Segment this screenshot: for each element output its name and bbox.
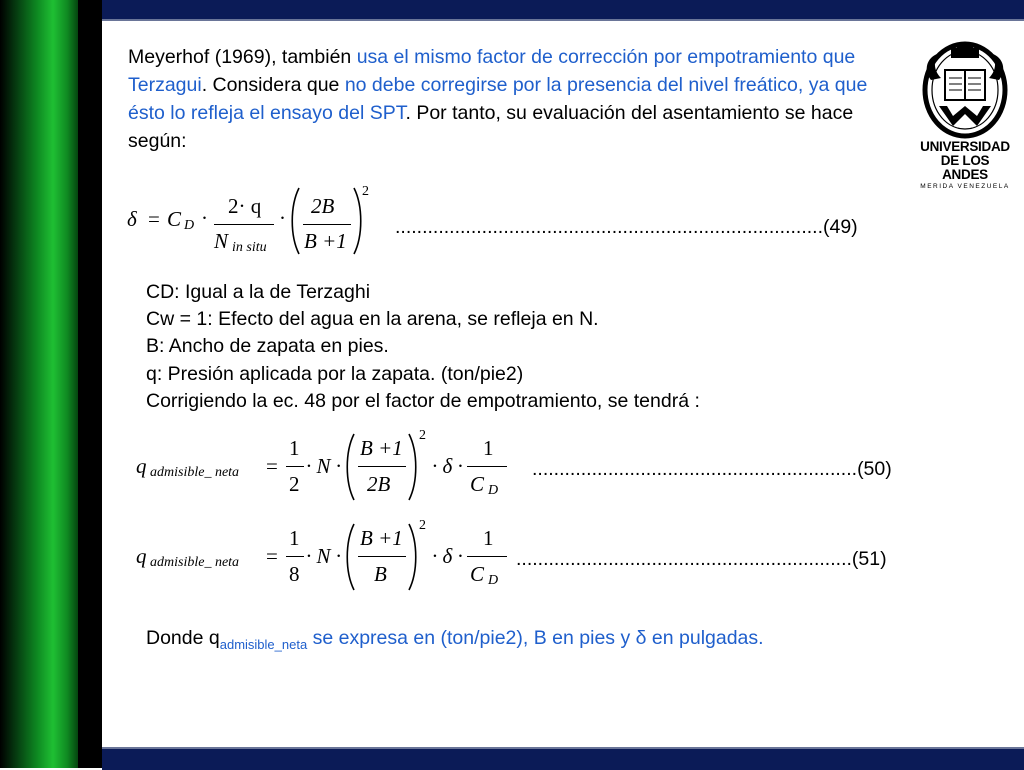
eq50-equals: = xyxy=(266,454,278,478)
eq50-delta: · δ · xyxy=(432,454,463,478)
definition-cd: CD: Igual a la de Terzaghi xyxy=(146,281,371,303)
eq50-fraction-denominator: 2 xyxy=(289,472,300,496)
eq49-paren-denominator: B +1 xyxy=(304,229,347,253)
eq49-number: ...............................................................................(49) xyxy=(395,216,858,238)
eq51-exponent: 2 xyxy=(419,518,426,533)
eq49-n: N xyxy=(214,229,229,253)
intro-text-3: . Por tanto, su evaluación del asentamiento se hace según: xyxy=(128,102,854,152)
eq51-fraction-bar xyxy=(286,556,304,557)
eq51-right-bar xyxy=(467,556,507,557)
eq49-equals: = xyxy=(148,207,160,231)
intro-text-1: Meyerhof (1969), también xyxy=(128,46,357,68)
eq49-exponent: 2 xyxy=(362,184,369,199)
definition-cw: Cw = 1: Efecto del agua en la arena, se refleja en N. xyxy=(146,308,599,331)
eq49-c-sub: D xyxy=(184,218,195,233)
eq49-dot-1: · xyxy=(201,206,208,230)
eq50-q: q xyxy=(136,454,147,478)
units-note-subscript: admisible_neta xyxy=(219,637,308,652)
units-note-prefix: Donde q xyxy=(146,627,220,649)
eq51-paren-bar xyxy=(358,556,406,557)
eq49-n-sub: in situ xyxy=(232,240,267,255)
eq51-equals: = xyxy=(266,544,278,568)
definition-b: B: Ancho de zapata en pies. xyxy=(146,335,389,358)
units-note-text: se expresa en (ton/pie2), B en pies y δ en pulgadas. xyxy=(307,627,764,649)
units-note xyxy=(146,627,926,652)
eq51-fraction-numerator: 1 xyxy=(289,526,300,550)
eq51-q-sub: admisible_ neta xyxy=(150,555,240,570)
eq51-right-paren xyxy=(406,522,420,592)
eq49-c: C xyxy=(167,207,182,231)
eq50-c: C xyxy=(470,472,485,496)
eq51-fraction-denominator: 8 xyxy=(289,562,300,586)
eq50-exponent: 2 xyxy=(419,428,426,443)
eq51-delta: · δ · xyxy=(432,544,463,568)
eq51-number: ..............................................................(51) xyxy=(516,548,887,570)
eq49-numerator: 2· q xyxy=(228,194,262,218)
eq51-right-numerator: 1 xyxy=(483,526,494,550)
eq51-c-sub: D xyxy=(488,573,499,588)
definition-q: q: Presión aplicada por la zapata. (ton/pie2) xyxy=(146,362,524,385)
eq50-n: · N · xyxy=(306,454,342,478)
logo-text-de-los-andes: DE LOS ANDES xyxy=(940,153,990,182)
eq50-paren-numerator: B +1 xyxy=(360,436,403,460)
eq50-paren-denominator: 2B xyxy=(367,472,391,496)
eq50-fraction-numerator: 1 xyxy=(289,436,300,460)
definition-correction: Corrigiendo la ec. 48 por el factor de empotramiento, se tendrá : xyxy=(146,389,700,412)
logo-text-universidad: UNIVERSIDAD xyxy=(920,139,1010,154)
eq51-q: q xyxy=(136,544,147,568)
bottom-band xyxy=(102,747,1024,770)
eq50-q-sub: admisible_ neta xyxy=(150,465,240,480)
eq51-c: C xyxy=(470,562,485,586)
eq50-number: ............................................................(50) xyxy=(532,458,892,480)
eq50-right-numerator: 1 xyxy=(483,436,494,460)
eq49-dot-2: · xyxy=(279,206,286,230)
eq51-paren-numerator: B +1 xyxy=(360,526,403,550)
eq49-paren-numerator: 2B xyxy=(311,194,335,218)
eq50-c-sub: D xyxy=(488,483,499,498)
eq49-delta: δ xyxy=(127,207,137,231)
eq51-left-paren xyxy=(343,522,357,592)
intro-text-2: . Considera que xyxy=(201,74,345,96)
eq51-n: · N · xyxy=(306,544,342,568)
intro-highlight-1: usa el mismo factor de corrección por empotramiento que Terzagui xyxy=(128,46,856,96)
logo-text-merida-venezuela: MERIDA VENEZUELA xyxy=(920,183,1010,190)
intro-highlight-2: no debe corregirse por la presencia del nivel freático, ya que ésto lo refleja el ensayo del SPT xyxy=(128,74,868,124)
eq51-paren-denominator: B xyxy=(374,562,387,586)
